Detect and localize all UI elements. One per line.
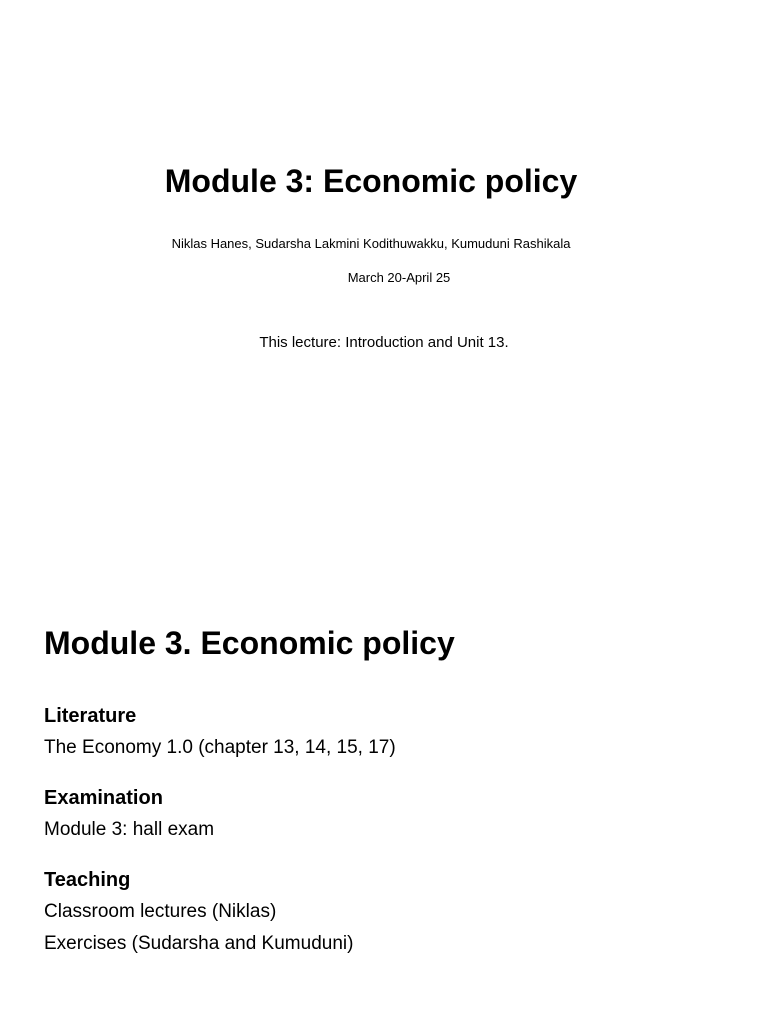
section-text: Classroom lectures (Niklas) bbox=[44, 901, 277, 922]
section-text: The Economy 1.0 (chapter 13, 14, 15, 17) bbox=[44, 737, 396, 758]
section-heading: Teaching bbox=[44, 869, 131, 891]
section-text: Module 3: hall exam bbox=[44, 819, 215, 840]
section-list bbox=[44, 704, 724, 982]
section-teaching bbox=[44, 868, 724, 956]
section-heading: Examination bbox=[44, 787, 163, 809]
section-literature bbox=[44, 704, 724, 760]
section-heading: Literature bbox=[44, 705, 137, 727]
slide-title: Module 3: Economic policy bbox=[164, 163, 578, 199]
date-range: March 20-April 25 bbox=[347, 270, 451, 285]
section-examination bbox=[44, 786, 724, 842]
overview-slide bbox=[0, 600, 768, 1024]
slide-heading: Module 3. Economic policy bbox=[44, 625, 455, 661]
section-text: Exercises (Sudarsha and Kumuduni) bbox=[44, 933, 354, 954]
lecture-topic: This lecture: Introduction and Unit 13. bbox=[259, 334, 509, 351]
authors-line: Niklas Hanes, Sudarsha Lakmini Kodithuwakku, Kumuduni Rashikala bbox=[171, 236, 571, 251]
